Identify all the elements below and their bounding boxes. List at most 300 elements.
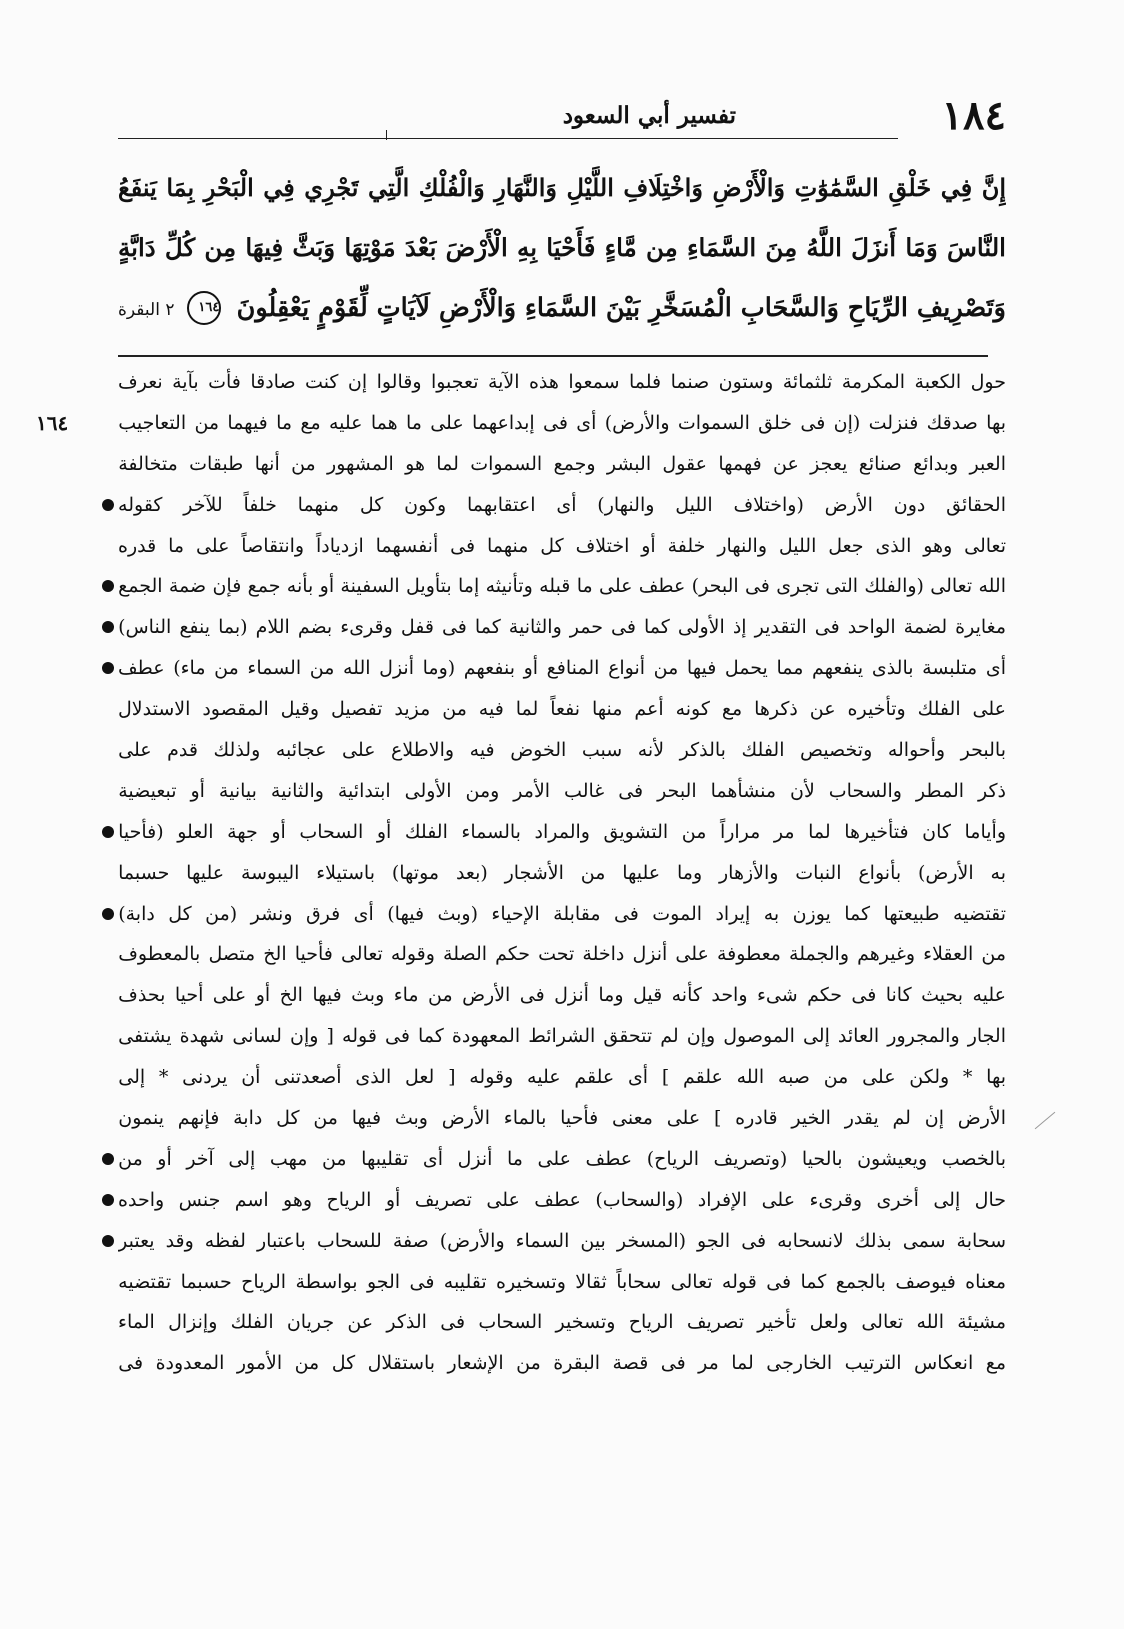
word: عطف [534, 1188, 581, 1211]
word: فرق [305, 902, 341, 925]
word: وقالوا [376, 371, 422, 393]
word: أى [576, 411, 597, 434]
word: على [341, 739, 376, 762]
word: قدم [167, 739, 198, 762]
word: أنفسهما [375, 534, 439, 557]
word: تصريف [686, 1311, 745, 1334]
word: الصلة [443, 943, 488, 966]
word: النبات [795, 861, 842, 884]
word: يحمل [724, 657, 768, 680]
text-line [118, 362, 1006, 403]
word: به [990, 861, 1006, 884]
word: من [442, 698, 467, 721]
word: قبله [539, 575, 571, 598]
word: (المسخر [616, 1229, 687, 1252]
text-line [118, 444, 1006, 485]
word: الإشعار [447, 1352, 504, 1375]
page-number: ١٨٤ [941, 92, 1006, 139]
word: أحيا [174, 984, 204, 1007]
word: عطف [638, 575, 686, 598]
text-line [118, 853, 1006, 894]
word: تحت [538, 943, 575, 966]
word: لم [660, 1025, 679, 1048]
word: أو [157, 1147, 172, 1170]
word: لضمة [903, 616, 948, 639]
word: وبدائع [913, 452, 959, 475]
word: وإن [686, 1025, 716, 1048]
word: تقليبه [443, 1270, 487, 1293]
word: بالسماء [461, 820, 521, 843]
word: والسحاب [828, 779, 902, 802]
word: من [428, 984, 453, 1007]
word: من [823, 1066, 849, 1089]
word: والثانية [270, 779, 324, 802]
word: فى [441, 616, 467, 639]
word: إن [347, 371, 368, 393]
word: بذلك [854, 1229, 892, 1252]
text-line [118, 566, 1006, 607]
text-line [118, 1343, 1006, 1384]
word: والجملة [789, 943, 849, 966]
word: تصريف [414, 1188, 472, 1211]
line-content [118, 1139, 1006, 1180]
word: صنائع [858, 452, 902, 475]
word: الخير [791, 1107, 831, 1130]
word: على [675, 943, 709, 966]
word: عن [809, 698, 836, 721]
word: الأرض [441, 1107, 491, 1130]
word: الفلك [230, 1311, 274, 1334]
word: وتأخيره [847, 698, 906, 721]
word: بالماء [503, 1107, 547, 1130]
word: السفينة [340, 575, 400, 598]
word: الاستدلال [118, 698, 191, 721]
word: حمر [569, 616, 604, 639]
line-content [118, 689, 1006, 730]
word: [ [448, 1066, 456, 1089]
word: إبداعهما [472, 411, 535, 434]
word: وقيل [280, 698, 320, 721]
word: فى [440, 1311, 466, 1334]
line-content [118, 607, 1006, 648]
word: كما [800, 1270, 827, 1293]
word: حكم [807, 984, 842, 1007]
word: على [430, 411, 464, 434]
bullet-marker [96, 648, 114, 689]
word: فى [741, 1229, 767, 1252]
line-content [118, 1180, 1006, 1221]
word: على [666, 1107, 701, 1130]
word: [ [326, 1025, 334, 1048]
word: (بما [218, 616, 248, 639]
word: وتسخيره [496, 1270, 566, 1293]
word: البحر) [691, 575, 739, 598]
word: بالحيا [801, 1147, 843, 1170]
word: باستيلاء [316, 861, 375, 884]
word: حسبما [180, 1270, 232, 1293]
word: الأمر [513, 779, 551, 802]
word: لما [515, 698, 539, 721]
word: علقم [682, 1066, 723, 1089]
word: لم [892, 1107, 911, 1130]
word: الخ [263, 943, 287, 966]
line-content [118, 812, 1006, 853]
word: يوزن [792, 902, 831, 925]
word: السحاب [478, 1311, 543, 1334]
word: وبث [351, 984, 385, 1007]
word: منشأهما [710, 779, 777, 802]
text-line [118, 689, 1006, 730]
word: يعتبر [118, 1229, 155, 1252]
word: لسانى [232, 1025, 282, 1048]
word: جهة [227, 820, 258, 843]
word: والأرض) [604, 411, 670, 434]
section-divider [118, 355, 988, 357]
word: إلى [933, 1188, 961, 1211]
text-line [118, 730, 1006, 771]
word: واحد [711, 984, 748, 1007]
word: إيراد [715, 902, 751, 925]
word: أو [271, 820, 286, 843]
word: ثلثمائة [782, 371, 833, 393]
word: الآية [487, 371, 520, 393]
word: (والفلك [864, 575, 924, 598]
word: لما [731, 1352, 754, 1375]
word: طبقات [189, 452, 244, 475]
word: على [537, 1147, 571, 1170]
word: ابتدائية [337, 779, 391, 802]
word: على [598, 575, 633, 598]
surah-reference: ٢ البقرة [118, 299, 175, 320]
word: أنزل [632, 943, 668, 966]
word: خلفاً [243, 493, 277, 516]
header-rule-tick [386, 130, 387, 140]
word: ونشر [250, 902, 293, 925]
line-content [118, 566, 1006, 607]
word: (وما [422, 657, 456, 680]
word: كل [331, 1352, 356, 1375]
word: أى [985, 657, 1006, 680]
line-content [118, 771, 1006, 812]
word: من [981, 943, 1006, 966]
word: ينمون [118, 1107, 165, 1130]
word: الموصول [723, 1025, 795, 1048]
word: جمع [247, 575, 281, 598]
word: على [212, 984, 247, 1007]
word: البحر [657, 779, 697, 802]
word: من [580, 861, 606, 884]
word: خلفة [667, 534, 706, 557]
word: لما [808, 820, 831, 843]
bullet-dot-icon [102, 1194, 114, 1206]
word: الخوض [510, 739, 567, 762]
word: وبث [394, 1107, 428, 1130]
word: أنزل [379, 657, 414, 680]
word: بها [986, 1066, 1006, 1089]
word: فإن [212, 575, 242, 598]
text-line [118, 1016, 1006, 1057]
verse-line: وَتَصْرِيفِ الرِّيَاحِ وَالسَّحَابِ الْمُسَخَّرِ بَيْنَ السَّمَاءِ وَالْأَرْضِ لَآيَاتٍ لِّقَوْمٍ يَعْقِلُونَ [236, 293, 1006, 323]
bullet-marker [96, 607, 114, 648]
word: بالذكر [679, 739, 726, 762]
word: عليها [622, 861, 661, 884]
word: كل [540, 534, 564, 557]
word: على [118, 739, 152, 762]
word: وأحواله [887, 739, 946, 762]
word: فى [450, 534, 476, 557]
word: تبعيضية [118, 779, 177, 802]
word: كانا [885, 984, 912, 1007]
word: ما [507, 1147, 523, 1170]
word: إلى [802, 1025, 830, 1048]
word: فى [618, 779, 644, 802]
word: على [862, 1066, 896, 1089]
word: يردنى [182, 1066, 228, 1089]
word: اختلاف [575, 534, 630, 557]
word: كل [276, 1107, 300, 1130]
word: بآية [172, 371, 199, 393]
word: السماء [247, 657, 302, 680]
word: ضمة [168, 575, 207, 598]
bullet-marker [96, 812, 114, 853]
bullet-marker [96, 566, 114, 607]
word: اعتقابهما [466, 493, 536, 516]
word: باستقلال [367, 1352, 436, 1375]
bullet-dot-icon [102, 908, 114, 920]
word: بالخصب [941, 1147, 1006, 1170]
word: منهما [297, 493, 340, 516]
word: وقرىء [340, 616, 393, 639]
word: الواحد [847, 616, 896, 639]
word: الشرائط [528, 1025, 596, 1048]
word: صبه [777, 1066, 810, 1089]
word: غالب [564, 779, 605, 802]
word: هما [370, 411, 398, 434]
word: إلى [228, 1147, 256, 1170]
word: صنما [670, 371, 710, 393]
word: والنهار [717, 534, 768, 557]
word: صادقا [250, 371, 296, 393]
word: عن [347, 1311, 374, 1334]
line-content [118, 1016, 1006, 1057]
word: المشهور [327, 452, 394, 475]
word: وغيرهم [857, 943, 916, 966]
word: أى [627, 1066, 649, 1089]
word: من [291, 452, 316, 475]
word: بتأويل [406, 575, 452, 598]
word: المعهودة [451, 1025, 521, 1048]
word: فيها [351, 1107, 382, 1130]
word: (واختلاف [733, 493, 804, 516]
word: ثقالا [575, 1270, 607, 1293]
verse-end [118, 277, 225, 340]
word: كل [359, 493, 384, 516]
word: على [761, 1188, 796, 1211]
word: وستون [718, 371, 774, 393]
line-content [118, 403, 1006, 444]
bullet-dot-icon [102, 580, 114, 592]
word: علقم [574, 1066, 615, 1089]
word: فيها [312, 984, 342, 1007]
word: ولعل [809, 1311, 849, 1334]
word: اللام [255, 616, 290, 639]
text-line [118, 526, 1006, 567]
word: بالبحر [960, 739, 1006, 762]
word: فى [660, 1352, 686, 1375]
word: السموات [470, 452, 543, 475]
word: قوله [721, 1270, 757, 1293]
word: شهدة [179, 1025, 225, 1048]
word: بضم [297, 616, 333, 639]
word: صدقك [926, 411, 978, 434]
word: الجو [697, 1229, 731, 1252]
word: دابة) [118, 902, 155, 925]
word: ما [576, 575, 593, 598]
line-content [118, 894, 1006, 935]
word: تقتضيه [952, 902, 1006, 925]
word: بواسطة [295, 1270, 358, 1293]
word: عليه [328, 411, 363, 434]
word: داخلة [582, 943, 625, 966]
running-title: تفسير أبي السعود [562, 102, 736, 129]
word: حال [974, 1188, 1006, 1211]
word: الأمور [236, 1352, 283, 1375]
word: بنفعهم [463, 657, 515, 680]
word: وتخصيص [800, 739, 873, 762]
word: مع [721, 698, 743, 721]
word: متخالفة [118, 452, 178, 475]
word: أى [353, 902, 374, 925]
word: قفل [400, 616, 434, 639]
word: (من [205, 902, 238, 925]
bullet-marker [96, 1139, 114, 1180]
word: أنها [254, 452, 280, 475]
word: ] [713, 1107, 722, 1130]
word: مشيئة [957, 1311, 1006, 1334]
word: الحقائق [946, 493, 1006, 516]
word: الإحياء [491, 902, 540, 925]
word: باعتبار [256, 1229, 306, 1252]
word: نعرف [118, 371, 163, 393]
word: السماء [515, 1229, 570, 1252]
line-content [118, 975, 1006, 1016]
word: قادره [735, 1107, 778, 1130]
word: الناس) [118, 616, 172, 639]
word: انعكاس [914, 1352, 974, 1375]
word: وانتقاصاً [241, 534, 305, 557]
word: الفلك [404, 820, 448, 843]
word: يشتفى [118, 1025, 172, 1048]
word: مع [985, 1352, 1006, 1375]
word: وما [676, 861, 703, 884]
word: على [486, 1188, 520, 1211]
word: هو [405, 452, 425, 475]
line-content [118, 1098, 1006, 1139]
word: كقوله [118, 493, 163, 516]
word: فيها [686, 657, 717, 680]
word: جنس [178, 1188, 221, 1211]
word: تعالى [670, 1270, 713, 1293]
word: تعالى [861, 1311, 904, 1334]
word: العقلاء [923, 943, 974, 966]
word: حسبما [118, 861, 170, 884]
word: بالجمع [835, 1270, 886, 1293]
text-line [118, 934, 1006, 975]
word: آخر [186, 1147, 214, 1170]
word: * [962, 1066, 973, 1089]
word: (إن [833, 411, 861, 434]
quran-verse [118, 158, 1006, 338]
word: جريان [286, 1311, 335, 1334]
word: الأولى [404, 779, 452, 802]
word: فى [519, 984, 545, 1007]
word: والمجرور [887, 1025, 960, 1048]
bullet-dot-icon [102, 499, 114, 511]
word: بالمعطوف [118, 943, 201, 966]
word: الموت [652, 902, 703, 925]
word: أو [190, 779, 205, 802]
word: والأزهار [718, 861, 779, 884]
word: شىء [756, 984, 798, 1007]
page-header [118, 92, 1006, 140]
word: الترتيب [844, 1352, 902, 1375]
bullet-dot-icon [102, 662, 114, 674]
word: ذكرها [754, 698, 798, 721]
word: إما [458, 575, 480, 598]
word: ويعيشون [857, 1147, 928, 1170]
text-line [118, 485, 1006, 526]
word: وأياما [964, 820, 1006, 843]
word: تعالى [340, 943, 383, 966]
word: أنواع [608, 657, 646, 680]
line-content [118, 444, 1006, 485]
word: فأحيا [294, 943, 333, 966]
text-line [118, 648, 1006, 689]
word: كل [168, 902, 192, 925]
word: الجار [967, 1025, 1006, 1048]
word: أنزل [554, 984, 589, 1007]
word: مر [773, 820, 795, 843]
word: عليه [527, 1066, 561, 1089]
word: يعجز [810, 452, 848, 475]
text-line [118, 975, 1006, 1016]
word: التشويق [603, 820, 669, 843]
word: عقول [662, 452, 707, 475]
text-line [118, 1221, 1006, 1262]
word: وجمع [553, 452, 596, 475]
word: وتسخير [555, 1311, 616, 1334]
word: من [321, 1147, 347, 1170]
text-line [118, 1098, 1006, 1139]
word: الذى [355, 1066, 392, 1089]
word: وكون [404, 493, 447, 516]
bullet-marker [96, 485, 114, 526]
word: ولكن [909, 1066, 950, 1089]
word: معطوفة [716, 943, 781, 966]
word: سمعوا [568, 371, 620, 393]
word: الله [736, 1066, 765, 1089]
word: اليبوسة [240, 861, 300, 884]
word: فى [800, 411, 826, 434]
word: المقصود [202, 698, 269, 721]
word: لأن [790, 779, 815, 802]
word: بحيث [921, 984, 964, 1007]
word: بأنواع [858, 861, 902, 884]
word: قصة [612, 1352, 649, 1375]
word: فى [744, 575, 770, 598]
word: تعالى [930, 575, 973, 598]
word: تأخير [757, 1311, 797, 1334]
